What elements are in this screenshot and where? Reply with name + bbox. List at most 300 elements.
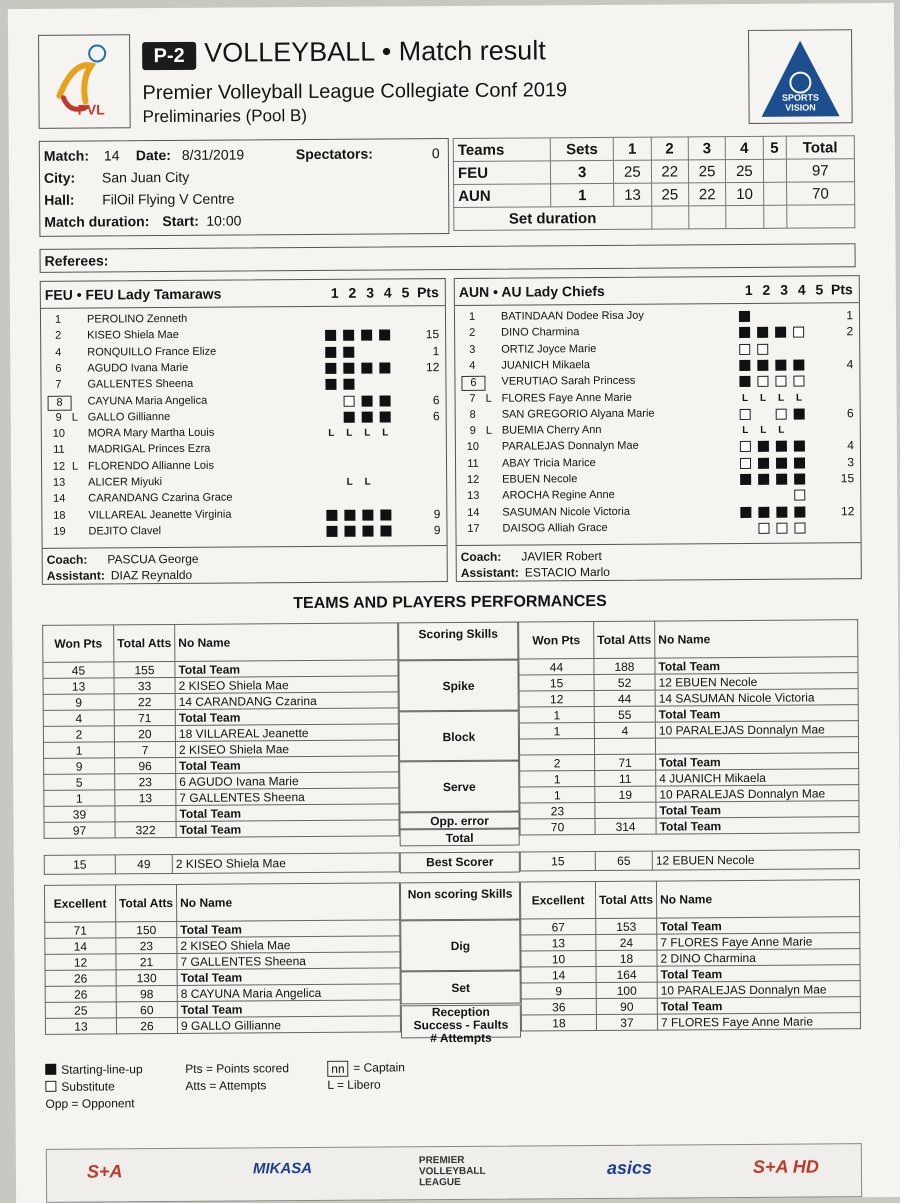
- player-name: KISEO Shiela Mae: [87, 329, 179, 342]
- coach-label: Coach:: [47, 553, 88, 567]
- player-number: 2: [47, 330, 69, 342]
- player-points: 4: [830, 439, 854, 453]
- team-code: FEU: [453, 161, 550, 185]
- substitute-square: [775, 376, 786, 387]
- player-number: 10: [462, 441, 484, 453]
- perf-attempts: 314: [595, 818, 656, 834]
- player-name: EBUEN Necole: [502, 473, 577, 486]
- starter-square: [379, 330, 390, 341]
- player-sets: [325, 311, 415, 328]
- scoreboard-header: [453, 136, 854, 162]
- starter-square: [794, 474, 805, 485]
- player-name: JUANICH Mikaela: [501, 359, 590, 372]
- perf-player: 14 SASUMAN Nicole Victoria: [655, 689, 858, 706]
- player-name: FLORENDO Allianne Lois: [88, 459, 214, 472]
- scoreboard-header-cell: Teams: [453, 138, 550, 162]
- perf-player: 6 AGUDO Ivana Marie: [176, 772, 399, 790]
- scoreboard-header-cell: 5: [763, 136, 786, 159]
- player-number: 9: [462, 425, 484, 437]
- player-number: 1: [47, 314, 69, 326]
- player-name: CARANDANG Czarina Grace: [88, 492, 232, 505]
- team-title: FEU • FEU Lady Tamaraws: [45, 286, 222, 303]
- perf-player: 10 PARALEJAS Donnalyn Mae: [657, 981, 860, 998]
- starter-square: [362, 525, 373, 536]
- starter-square: [325, 330, 336, 341]
- performance-table-right: [520, 879, 861, 1031]
- skills-header: Scoring Skills: [398, 622, 518, 661]
- roster-aun: [454, 275, 862, 582]
- player-sets: [739, 341, 829, 358]
- libero-letter: L: [794, 392, 805, 403]
- player-sets: [740, 471, 830, 488]
- player-points: 6: [416, 409, 440, 423]
- starter-square: [776, 506, 787, 517]
- best-attempts: 65: [595, 851, 652, 870]
- player-sets: [740, 455, 830, 472]
- player-number: 3: [461, 343, 483, 355]
- player-sets: [326, 393, 416, 410]
- perf-value: 1: [43, 742, 114, 758]
- perf-value: 14: [521, 967, 596, 984]
- perf-attempts: 155: [114, 661, 175, 677]
- player-name: SAN GREGORIO Alyana Marie: [502, 407, 655, 420]
- perf-value: [519, 739, 594, 756]
- starter-square: [739, 311, 750, 322]
- substitute-square: [793, 376, 804, 387]
- perf-value: 2: [43, 726, 114, 742]
- player-name: GALLENTES Sheena: [87, 378, 193, 391]
- libero-letter: L: [326, 428, 337, 439]
- result-sheet: [8, 3, 900, 1203]
- set-duration-row: [454, 205, 855, 231]
- perf-player: 9 GALLO Gillianne: [177, 1016, 400, 1034]
- perf-player: Total Team: [657, 965, 860, 982]
- skill-label: Opp. error: [399, 812, 519, 830]
- starter-square: [740, 474, 751, 485]
- perf-value: 26: [45, 986, 116, 1002]
- perf-attempts: 153: [596, 918, 657, 934]
- sheet-code-badge: P-2: [142, 42, 196, 70]
- player-sets: [326, 523, 416, 540]
- performance-table-left: [42, 622, 399, 838]
- legend-sub: Substitute: [61, 1079, 114, 1093]
- player-sets: [326, 507, 416, 524]
- libero-letter: L: [740, 392, 751, 403]
- best-points: 15: [44, 855, 115, 874]
- city-value: San Juan City: [102, 169, 189, 186]
- score-cell: 97: [786, 159, 855, 182]
- player-name: DEJITO Clavel: [88, 525, 161, 538]
- perf-player: Total Team: [177, 1000, 400, 1018]
- start-time: 10:00: [206, 212, 241, 228]
- player-points: 12: [830, 504, 854, 518]
- perf-player: 2 DINO Charmina: [657, 949, 860, 966]
- perf-player: 7 FLORES Faye Anne Marie: [657, 933, 860, 950]
- perf-attempts: [595, 802, 656, 818]
- legend-cap: = Captain: [353, 1060, 405, 1074]
- perf-value: 9: [44, 758, 115, 774]
- player-name: DINO Charmina: [501, 326, 579, 339]
- player-sets: [325, 344, 415, 361]
- perf-attempts: 7: [114, 741, 175, 757]
- hall-value: FilOil Flying V Centre: [102, 191, 234, 208]
- perf-value: 15: [519, 675, 594, 692]
- player-points: 12: [415, 360, 439, 374]
- perf-player: 14 CARANDANG Czarina: [175, 692, 398, 710]
- starter-square: [343, 363, 354, 374]
- starter-square: [739, 327, 750, 338]
- coach-label: Coach:: [461, 550, 502, 564]
- player-number: 2: [461, 327, 483, 339]
- perf-value: 36: [521, 999, 596, 1016]
- perf-attempts: 71: [114, 709, 175, 725]
- starter-square: [325, 363, 336, 374]
- scoreboard-row: [454, 182, 855, 208]
- perf-player: Total Team: [177, 968, 400, 986]
- perf-value: 71: [45, 922, 116, 938]
- player-number: 6: [47, 363, 69, 375]
- player-points: 6: [416, 393, 440, 407]
- score-cell: 25: [614, 160, 652, 183]
- perf-attempts: 98: [116, 985, 177, 1001]
- legend-pts: Pts = Points scored: [185, 1061, 289, 1076]
- perf-header-cell: Total Atts: [115, 884, 176, 921]
- starter-square: [758, 441, 769, 452]
- player-points: 9: [416, 523, 440, 537]
- starter-square: [758, 474, 769, 485]
- player-row: [456, 520, 860, 539]
- score-cell: [763, 159, 786, 182]
- player-sets: [740, 422, 830, 439]
- player-sets: [740, 390, 830, 407]
- skill-label: Total: [400, 829, 520, 847]
- starter-square: [379, 362, 390, 373]
- score-cell: [763, 182, 786, 205]
- perf-player: Total Team: [656, 753, 859, 770]
- perf-value: 13: [45, 1018, 116, 1034]
- substitute-square: [776, 523, 787, 534]
- date-label: Date:: [136, 147, 171, 163]
- perf-header-row: [43, 623, 398, 662]
- player-number: 8: [462, 409, 484, 421]
- substitute-square: [794, 490, 805, 501]
- team-title: AUN • AU Lady Chiefs: [459, 283, 605, 300]
- player-sets: [326, 474, 416, 491]
- starter-square: [776, 441, 787, 452]
- perf-player: [655, 737, 858, 754]
- player-name: SASUMAN Nicole Victoria: [502, 505, 630, 518]
- player-points: 6: [830, 406, 854, 420]
- perf-attempts: 22: [114, 693, 175, 709]
- perf-header-cell: No Name: [176, 883, 399, 922]
- libero-mark: L: [486, 425, 492, 437]
- player-name: DAISOG Alliah Grace: [502, 522, 607, 535]
- score-cell: 25: [651, 183, 689, 206]
- starter-square: [362, 395, 373, 406]
- skill-label: Reception Success - Faults # Attempts: [401, 1004, 521, 1039]
- score-cell: 22: [688, 183, 726, 206]
- perf-row: [520, 817, 859, 835]
- roster-feu: [40, 278, 448, 585]
- perf-header-cell: Won Pts: [519, 622, 594, 660]
- perf-header-row: [519, 620, 858, 659]
- libero-letter: L: [344, 477, 355, 488]
- player-sets: [739, 308, 829, 325]
- roster-header: [41, 279, 445, 309]
- sponsor-mikasa-logo: MIKASA: [253, 1160, 312, 1177]
- performance-title: TEAMS AND PLAYERS PERFORMANCES: [42, 591, 858, 615]
- legend-start-icon: [45, 1063, 56, 1077]
- perf-attempts: 322: [115, 821, 176, 837]
- player-sets: [739, 325, 829, 342]
- starter-square: [343, 379, 354, 390]
- player-sets: [326, 425, 416, 442]
- perf-value: 1: [519, 707, 594, 724]
- starter-square: [344, 411, 355, 422]
- duration-label: Match duration:: [44, 213, 149, 230]
- perf-player: Total Team: [175, 660, 398, 678]
- perf-attempts: 60: [116, 1001, 177, 1017]
- skill-label: Serve: [399, 761, 519, 813]
- player-sets: [740, 520, 830, 537]
- perf-player: 2 KISEO Shiela Mae: [177, 936, 400, 954]
- team-code: AUN: [454, 184, 551, 208]
- pvl-logo: [38, 34, 131, 129]
- perf-value: 97: [44, 822, 115, 838]
- best-scorer-left: [44, 852, 400, 874]
- starter-square: [758, 457, 769, 468]
- perf-attempts: 150: [116, 921, 177, 937]
- perf-header-cell: Total Atts: [594, 621, 655, 658]
- starter-square: [757, 360, 768, 371]
- starter-square: [343, 330, 354, 341]
- perf-attempts: 71: [595, 754, 656, 770]
- sponsor-pvl-logo: PREMIER VOLLEYBALL LEAGUE: [419, 1155, 519, 1189]
- assistant-label: Assistant:: [47, 568, 105, 582]
- perf-player: 7 GALLENTES Sheena: [177, 952, 400, 970]
- libero-letter: L: [740, 425, 751, 436]
- player-number: 7: [462, 392, 484, 404]
- skill-label: Spike: [398, 660, 518, 712]
- score-cell: 70: [786, 182, 855, 205]
- perf-player: 2 KISEO Shiela Mae: [175, 740, 398, 758]
- starter-square: [739, 360, 750, 371]
- perf-attempts: 130: [116, 969, 177, 985]
- skill-label: Dig: [400, 920, 520, 972]
- player-sets: [326, 409, 416, 426]
- libero-mark: L: [72, 411, 78, 423]
- perf-player: Total Team: [176, 804, 399, 822]
- spectators-label: Spectators:: [296, 146, 373, 163]
- player-number: 14: [462, 506, 484, 518]
- starter-square: [361, 330, 372, 341]
- starter-square: [775, 360, 786, 371]
- city-label: City:: [44, 170, 75, 186]
- perf-value: 44: [519, 659, 594, 676]
- sports-vision-logo: [748, 29, 853, 124]
- perf-header-cell: Excellent: [44, 885, 115, 922]
- starter-square: [794, 457, 805, 468]
- player-name: FLORES Faye Anne Marie: [502, 391, 632, 404]
- player-number: 12: [462, 474, 484, 486]
- player-name: AROCHA Regine Anne: [502, 489, 615, 502]
- starter-square: [344, 509, 355, 520]
- player-name: MADRIGAL Princes Ezra: [88, 443, 211, 456]
- perf-attempts: 23: [115, 773, 176, 789]
- player-name: BUEMIA Cherry Ann: [502, 424, 602, 437]
- perf-player: 10 PARALEJAS Donnalyn Mae: [655, 721, 858, 738]
- perf-player: Total Team: [177, 920, 400, 938]
- legend-cap-box: nn: [327, 1061, 348, 1077]
- score-cell: 13: [614, 183, 652, 206]
- perf-player: 18 VILLAREAL Jeanette: [175, 724, 398, 742]
- best-scorer-right: [520, 849, 860, 871]
- score-cell: 25: [726, 159, 764, 182]
- perf-value: 14: [45, 938, 116, 954]
- perf-attempts: 188: [594, 658, 655, 674]
- player-sets: [739, 357, 829, 374]
- player-sets: [325, 328, 415, 345]
- perf-value: 25: [45, 1002, 116, 1018]
- starter-square: [757, 327, 768, 338]
- starter-square: [794, 441, 805, 452]
- perf-attempts: 21: [116, 953, 177, 969]
- perf-attempts: [115, 805, 176, 821]
- player-name: GALLO Gillianne: [88, 411, 171, 424]
- perf-value: 10: [521, 951, 596, 968]
- perf-value: 13: [521, 935, 596, 952]
- libero-letter: L: [344, 428, 355, 439]
- perf-player: 7 GALLENTES Sheena: [176, 788, 399, 806]
- player-sets: [326, 491, 416, 508]
- sponsor-sahd-logo: S+A HD: [753, 1156, 819, 1177]
- set-columns: 1 2 3 4 5: [745, 281, 827, 298]
- player-name: ORTIZ Joyce Marie: [501, 343, 596, 356]
- libero-letter: L: [362, 428, 373, 439]
- player-name: MORA Mary Martha Louis: [88, 427, 215, 440]
- perf-player: Total Team: [657, 997, 860, 1014]
- substitute-square: [344, 395, 355, 406]
- legend-opp: Opp = Opponent: [45, 1096, 134, 1111]
- perf-attempts: 55: [594, 706, 655, 722]
- start-label: Start:: [162, 213, 199, 229]
- player-points: 15: [830, 471, 854, 485]
- scoreboard-header-cell: 3: [688, 137, 726, 160]
- starter-square: [794, 408, 805, 419]
- perf-value: 4: [43, 710, 114, 726]
- perf-header-row: [520, 880, 859, 919]
- perf-row: [45, 1016, 400, 1034]
- libero-letter: L: [776, 425, 787, 436]
- perf-row: [44, 820, 399, 838]
- score-cell: 25: [688, 160, 726, 183]
- player-number: 8: [48, 395, 72, 410]
- player-number: 14: [48, 493, 70, 505]
- player-number: 4: [47, 346, 69, 358]
- assistant-name: DIAZ Reynaldo: [111, 568, 192, 583]
- player-points: 15: [415, 327, 439, 341]
- league-name: Premier Volleyball League Collegiate Conf 2019: [142, 79, 567, 105]
- player-number: 11: [462, 457, 484, 469]
- player-number: 1: [461, 311, 483, 323]
- player-name: RONQUILLO France Elize: [87, 345, 216, 358]
- best-scorer-label: Best Scorer: [400, 852, 520, 874]
- perf-player: Total Team: [655, 705, 858, 722]
- score-cell: 10: [726, 182, 764, 205]
- player-name: PEROLINO Zenneth: [87, 313, 187, 326]
- best-points: 15: [520, 852, 595, 872]
- libero-letter: L: [776, 392, 787, 403]
- perf-value: 1: [520, 771, 595, 788]
- player-number: 18: [48, 509, 70, 521]
- player-number: 6: [461, 376, 485, 391]
- player-sets: [740, 488, 830, 505]
- score-cell: 22: [651, 160, 689, 183]
- perf-attempts: 13: [115, 789, 176, 805]
- player-number: 4: [461, 360, 483, 372]
- substitute-square: [740, 441, 751, 452]
- starter-square: [325, 346, 336, 357]
- player-points: 2: [829, 325, 853, 339]
- referees-row: Referees:: [40, 243, 856, 273]
- perf-player: Total Team: [176, 820, 399, 838]
- libero-letter: L: [362, 477, 373, 488]
- player-sets: [325, 376, 415, 393]
- score-cell: 3: [550, 160, 613, 183]
- player-name: ABAY Tricia Marice: [502, 457, 596, 470]
- pvl-logo-text: PVL: [77, 101, 104, 117]
- coach-block: [43, 545, 447, 589]
- perf-attempts: 37: [596, 1014, 657, 1030]
- perf-player: 12 EBUEN Necole: [655, 673, 858, 690]
- perf-attempts: 96: [115, 757, 176, 773]
- player-number: 13: [48, 477, 70, 489]
- player-number: 12: [48, 460, 70, 472]
- substitute-square: [793, 327, 804, 338]
- substitute-square: [740, 409, 751, 420]
- perf-header-cell: Total Atts: [595, 881, 656, 918]
- player-sets: [740, 406, 830, 423]
- coach-name: PASCUA George: [107, 552, 198, 567]
- perf-attempts: 11: [595, 770, 656, 786]
- match-date: 8/31/2019: [182, 146, 244, 162]
- libero-mark: L: [72, 460, 78, 472]
- perf-player: Total Team: [656, 801, 859, 818]
- perf-player: Total Team: [656, 817, 859, 834]
- perf-value: 18: [521, 1015, 596, 1032]
- perf-attempts: 23: [116, 937, 177, 953]
- perf-value: 12: [519, 691, 594, 708]
- perf-attempts: 20: [114, 725, 175, 741]
- sponsor-sa-logo: S+A: [87, 1161, 123, 1182]
- player-number: 19: [48, 526, 70, 538]
- perf-value: 5: [44, 774, 115, 790]
- substitute-square: [739, 344, 750, 355]
- perf-player: Total Team: [176, 756, 399, 774]
- sheet-title: VOLLEYBALL • Match result: [204, 35, 546, 68]
- perf-attempts: 4: [594, 722, 655, 738]
- player-name: AGUDO Ivana Marie: [87, 362, 188, 375]
- sponsor-footer: [46, 1143, 862, 1203]
- legend-lib: L = Libero: [327, 1078, 380, 1092]
- hall-label: Hall:: [44, 192, 74, 208]
- starter-square: [739, 376, 750, 387]
- perf-value: 39: [44, 806, 115, 822]
- perf-attempts: 33: [114, 677, 175, 693]
- pts-header: Pts: [831, 281, 853, 297]
- scoreboard-header-cell: 2: [651, 137, 689, 160]
- starter-square: [776, 457, 787, 468]
